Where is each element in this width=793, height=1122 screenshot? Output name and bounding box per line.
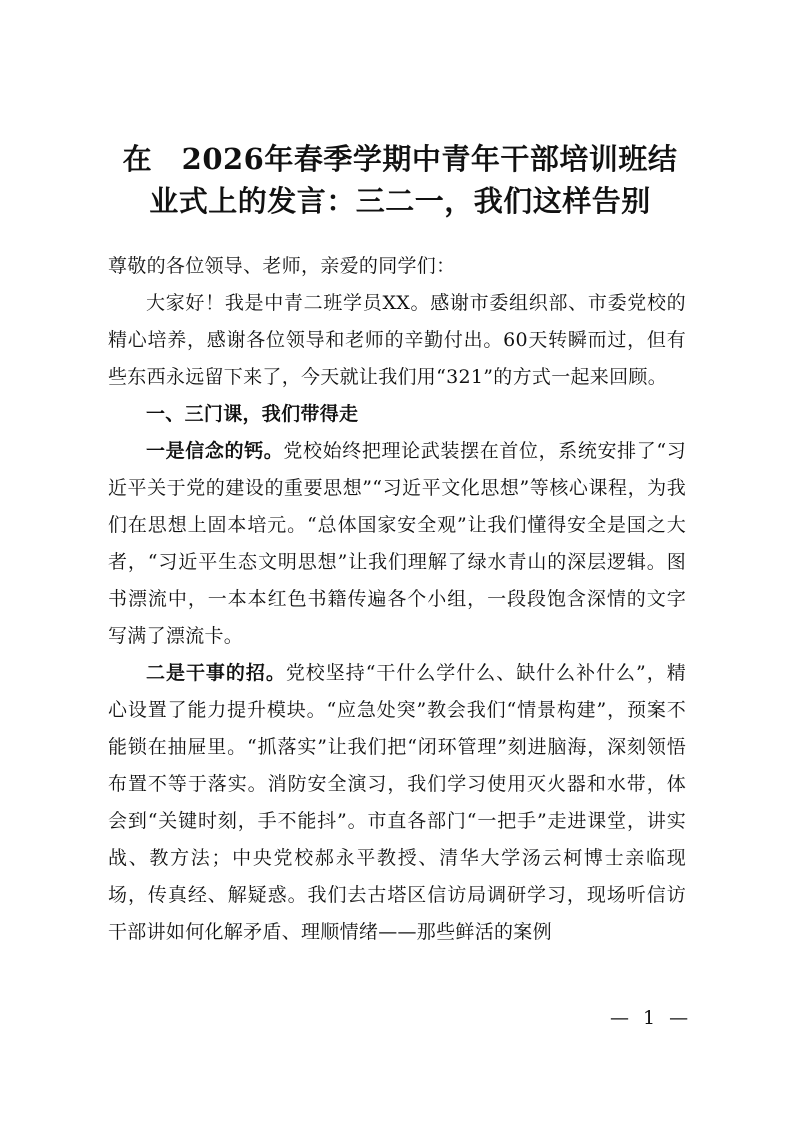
document-title [100, 138, 700, 222]
paragraph-text: 党校坚持“干什么学什么、缺什么补什么”，精心设置了能力提升模块。“应急处突”教会我们“情景构建”，预案不能锁在抽屉里。“抓落实”让我们把“闭环管理”刻进脑海，深刻领悟布置不等于落实。消防安全演习，我们学习使用灭火器和水带，体会到“关键时刻，手不能抖”。市直各部门“一把手”走进课堂，讲实战、教方法；中央党校郝永平教授、清华大学汤云柯博士亲临现场，传真经、解疑惑。我们去古塔区信访局调研学习，现场听信访干部讲如何化解矛盾、理顺情绪——那些鲜活的案例 [108, 662, 686, 943]
title-line-1: 在 2026年春季学期中青年干部培训班结 [122, 142, 678, 176]
section-heading-1: 一、三门课，我们带得走 [146, 403, 359, 425]
page-number: — 1 — [610, 1007, 693, 1029]
paragraph-text: 党校始终把理论武装摆在首位，系统安排了“习近平关于党的建设的重要思想”“习近平文化思想”等核心课程，为我们在思想上固本培元。“总体国家安全观”让我们懂得安全是国之大者，“习近平生态文明思想”让我们理解了绿水青山的深层逻辑。图书漂流中，一本本红色书籍传遍各个小组，一段段饱含深情的文字写满了漂流卡。 [108, 440, 686, 647]
document-body [108, 248, 686, 951]
intro-paragraph: 大家好！我是中青二班学员XX。感谢市委组织部、市委党校的精心培养，感谢各位领导和老师的辛勤付出。60天转瞬而过，但有些东西永远留下来了，今天就让我们用“321”的方式一起来回顾。 [108, 292, 686, 388]
salutation: 尊敬的各位领导、老师，亲爱的同学们： [108, 255, 456, 277]
paragraph-skills [108, 655, 686, 951]
title-line-2: 业式上的发言：三二一，我们这样告别 [149, 184, 651, 218]
paragraph-lead: 一是信念的钙。 [146, 440, 284, 462]
paragraph-belief [108, 433, 686, 655]
paragraph-lead: 二是干事的招。 [146, 662, 286, 684]
